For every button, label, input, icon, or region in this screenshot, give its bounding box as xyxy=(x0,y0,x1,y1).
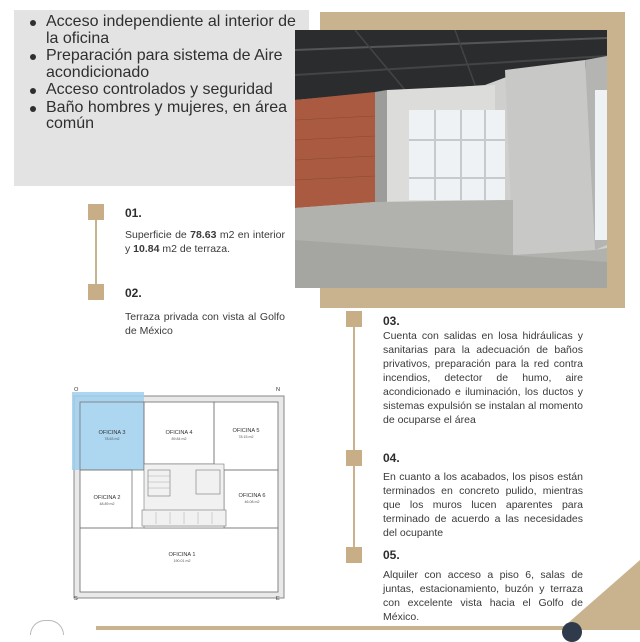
bullet-square xyxy=(88,284,104,300)
office-label: OFICINA 4 xyxy=(165,430,193,436)
feature-item: Acceso independiente al interior de la oficina xyxy=(46,14,309,47)
office-label: OFICINA 1 xyxy=(168,552,196,558)
compass-e: E xyxy=(276,596,280,602)
compass-o: O xyxy=(74,387,79,393)
brand-badge-icon xyxy=(562,622,582,642)
office-label: OFICINA 5 xyxy=(232,428,260,434)
office-area: 48.89 m2 xyxy=(99,502,115,506)
bullet-square xyxy=(346,450,362,466)
office-label: OFICINA 3 xyxy=(98,430,126,436)
feature-item: Preparación para sistema de Aire acondicionado xyxy=(46,48,309,81)
features-box xyxy=(14,10,309,186)
feature-item: Acceso controlados y seguridad xyxy=(46,82,309,99)
office-area: 78.15 m2 xyxy=(238,435,254,439)
point-number: 01. xyxy=(125,206,142,220)
point-number: 04. xyxy=(383,451,400,465)
compass-n: N xyxy=(276,387,281,393)
office-area: 89.84 m2 xyxy=(171,437,187,441)
features-list xyxy=(14,10,309,133)
point-text: Terraza privada con vista al Golfo de México xyxy=(125,311,285,337)
bottom-accent-bar xyxy=(96,626,566,630)
gold-corner-decoration xyxy=(560,560,640,630)
logo-icon xyxy=(30,620,64,635)
office-photo-illustration xyxy=(295,30,607,288)
point-number: 03. xyxy=(383,314,400,328)
compass-s: S xyxy=(74,596,78,602)
point-text: Superficie de 78.63 m2 en interior y 10.84 m2 de terraza. xyxy=(125,229,285,255)
office-area: 190.01 m2 xyxy=(173,559,191,563)
point-number: 02. xyxy=(125,286,142,300)
bullet-square xyxy=(346,311,362,327)
office-interior-photo xyxy=(295,30,607,288)
bullet-square xyxy=(346,547,362,563)
office-label: OFICINA 2 xyxy=(93,495,121,501)
bullet-square xyxy=(88,204,104,220)
point-text: Cuenta con salidas en losa hidráulicas y sanitarias para la adecuación de baños privativos, preparación para la red contra incendios, detector de humo, aire acondicionado e iluminación, los ductos y sistemas expulsión se instalan al momento de ocuparse el área xyxy=(383,330,583,426)
floor-plan xyxy=(72,387,286,602)
office-area: 78.63 m2 xyxy=(104,437,120,441)
office-area: 46.08 m2 xyxy=(244,500,260,504)
timeline-line-right xyxy=(353,318,355,558)
point-number: 05. xyxy=(383,548,400,562)
office-label: OFICINA 6 xyxy=(238,493,266,499)
point-text: Alquiler con acceso a piso 6, salas de juntas, estacionamiento, buzón y terraza con excelente vista hacia el Golfo de México. xyxy=(383,569,583,623)
point-text: En cuanto a los acabados, los pisos están terminados en concreto pulido, mientras que los muros lucen aparentes para terminado de acuerdo a las necesidades del ocupante xyxy=(383,471,583,539)
feature-item: Baño hombres y mujeres, en área común xyxy=(46,100,309,133)
